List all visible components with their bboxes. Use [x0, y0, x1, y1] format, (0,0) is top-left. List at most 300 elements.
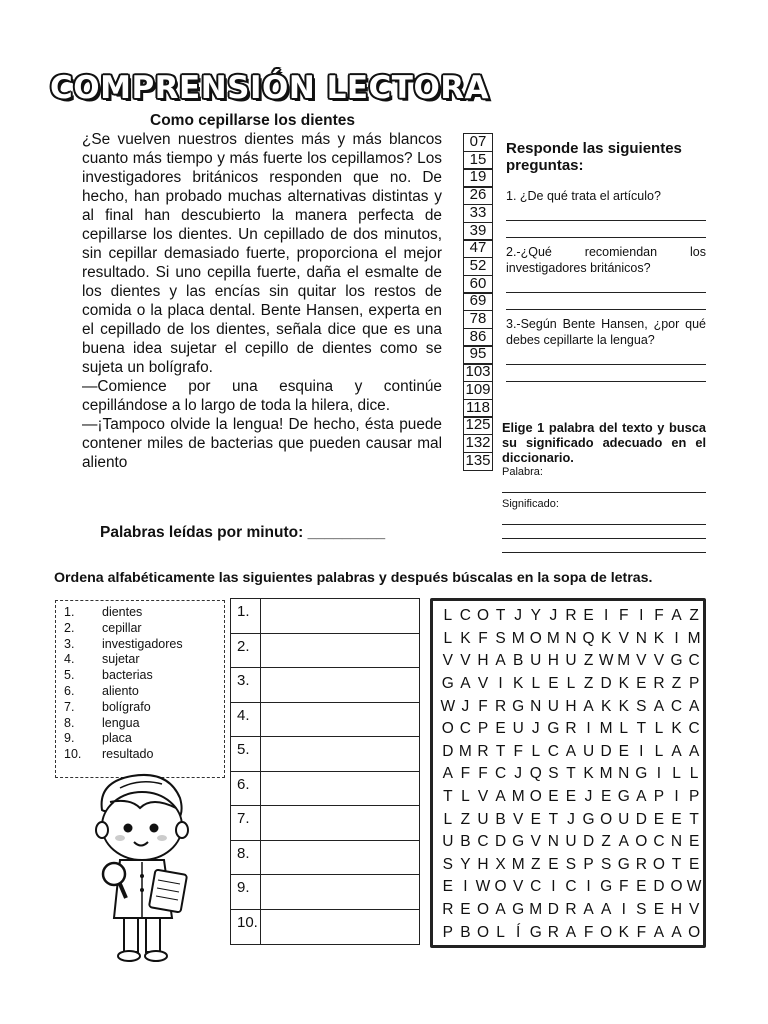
word-search-letter[interactable]: O: [600, 923, 613, 941]
word-search-letter[interactable]: D: [600, 675, 612, 693]
word-search-letter[interactable]: P: [583, 855, 594, 873]
word-search-letter[interactable]: L: [654, 720, 664, 738]
word-search-letter[interactable]: R: [565, 607, 577, 625]
word-search-letter[interactable]: U: [477, 810, 489, 828]
word-search-letter[interactable]: D: [582, 833, 595, 851]
word-search-letter[interactable]: Z: [583, 675, 594, 693]
word-search-letter[interactable]: K: [653, 629, 665, 647]
word-search-letter[interactable]: O: [476, 607, 490, 625]
word-search-letter[interactable]: I: [463, 878, 468, 896]
answer-row: [231, 634, 419, 669]
questions-header: Responde las siguientes preguntas:: [506, 140, 682, 174]
word-search-letter[interactable]: C: [565, 878, 577, 896]
word-search-letter[interactable]: O: [476, 923, 490, 941]
word-list-item: [64, 716, 224, 732]
word-search-letter[interactable]: I: [639, 742, 644, 760]
answer-blank[interactable]: [261, 737, 419, 771]
word-search-letter[interactable]: R: [547, 923, 559, 941]
word-search-letter[interactable]: M: [511, 788, 525, 806]
word-search-letter[interactable]: M: [511, 629, 525, 647]
word-search-letter[interactable]: C: [688, 652, 700, 670]
word-search-letter[interactable]: I: [674, 788, 679, 806]
word-search-letter[interactable]: C: [477, 833, 489, 851]
word-search-letter[interactable]: L: [443, 629, 453, 647]
word-search-letter[interactable]: E: [671, 810, 682, 828]
word-search-letter[interactable]: E: [688, 833, 700, 851]
word-search-letter[interactable]: C: [688, 720, 700, 738]
word-search-letter[interactable]: P: [442, 923, 453, 941]
word-search-letter[interactable]: H: [565, 697, 577, 715]
word-search-letter[interactable]: G: [582, 810, 595, 828]
word-search-letter[interactable]: M: [687, 629, 701, 647]
word-search-letter[interactable]: W: [686, 878, 702, 896]
word-text: cepillar: [102, 620, 142, 635]
dictionary-instruction: Elige 1 palabra del texto y busca su significado adecuado en el diccionario.: [502, 420, 706, 465]
word-search-letter[interactable]: E: [548, 788, 559, 806]
word-search-letter[interactable]: Y: [530, 607, 541, 625]
word-search-letter[interactable]: L: [443, 607, 453, 625]
reading-paragraph: ¿Se vuelven nuestros dientes más y más blancos cuanto más tiempo y más fuerte los cepillamos? Los investigadores británicos responden que no. De hecho, han probado muchas alternativas distintas y al final han descubierto la manera perfecta de cepillarse los dientes. Un cepillado de dos minutos, sin cepillar demasiado fuerte, proporciona el mejor resultado. Si uno cepilla fuerte, daña el esmalte de los dientes y las encías sin quitar los restos de comida o la placa dental. Bente Hansen, experta en el cepillado de los dientes, señala dice que es una buena idea sujetar el cepillo de dientes como se sujeta un bolígrafo.: [82, 131, 442, 376]
word-search-letter[interactable]: W: [598, 652, 614, 670]
word-search-letter[interactable]: U: [530, 652, 542, 670]
word-number: 10.: [64, 747, 82, 762]
word-search-letter[interactable]: O: [476, 901, 490, 919]
word-search-letter[interactable]: J: [531, 720, 540, 738]
word-search-letter[interactable]: R: [635, 855, 647, 873]
word-search-letter[interactable]: V: [688, 901, 700, 919]
word-search-letter[interactable]: U: [618, 810, 630, 828]
answer-line[interactable]: [506, 204, 706, 221]
dictionary-task: [502, 420, 706, 553]
answer-line[interactable]: [506, 293, 706, 310]
word-number: 6.: [64, 683, 75, 698]
word-search-letter[interactable]: E: [530, 810, 541, 828]
word-search-letter[interactable]: I: [674, 629, 679, 647]
word-search-letter[interactable]: K: [600, 629, 612, 647]
word-search-letter[interactable]: O: [652, 855, 665, 873]
word-search-letter[interactable]: B: [495, 810, 506, 828]
word-search-letter[interactable]: S: [636, 697, 647, 715]
word-search-letter[interactable]: U: [442, 833, 454, 851]
questions-section: [506, 140, 706, 388]
question-1: [506, 188, 706, 238]
word-search-letter[interactable]: A: [583, 697, 594, 715]
word-search-letter[interactable]: I: [586, 720, 591, 738]
word-search-letter[interactable]: O: [670, 878, 683, 896]
answer-blank[interactable]: [261, 875, 419, 909]
word-search-letter[interactable]: U: [547, 697, 559, 715]
answer-line[interactable]: [506, 221, 706, 238]
word-count-cell: 33: [463, 204, 493, 223]
word-search-letter[interactable]: V: [530, 833, 541, 851]
word-search-letter[interactable]: X: [495, 855, 506, 873]
word-search-letter[interactable]: E: [600, 788, 612, 806]
word-count-cell: 19: [463, 168, 493, 187]
word-search-letter[interactable]: B: [460, 833, 471, 851]
answer-row: [231, 703, 419, 738]
word-search-letter[interactable]: O: [635, 833, 648, 851]
word-search-letter[interactable]: D: [635, 810, 647, 828]
word-count-cell: 07: [463, 133, 493, 152]
word-search-letter[interactable]: E: [653, 810, 665, 828]
word-search-letter[interactable]: G: [617, 855, 630, 873]
word-list-item: [64, 652, 224, 668]
word-search-letter[interactable]: G: [635, 765, 648, 783]
word-search-letter[interactable]: J: [584, 788, 593, 806]
word-search-letter[interactable]: J: [514, 765, 523, 783]
word-search-letter[interactable]: C: [459, 720, 471, 738]
word-search-letter[interactable]: O: [600, 810, 613, 828]
word-count-column: [463, 133, 493, 469]
word-search-letter[interactable]: C: [547, 742, 559, 760]
word-search-letter[interactable]: K: [600, 697, 612, 715]
word-text: resultado: [102, 747, 154, 762]
word-search-letter[interactable]: U: [582, 742, 595, 760]
word-search-letter[interactable]: E: [653, 901, 665, 919]
word-search-letter[interactable]: A: [565, 923, 577, 941]
word-search-letter[interactable]: C: [494, 765, 507, 783]
question-text: 3.-Según Bente Hansen, ¿por qué debes cepillarte la lengua?: [506, 317, 706, 347]
word-search-letter[interactable]: M: [546, 629, 560, 647]
word-search-letter[interactable]: E: [636, 675, 647, 693]
word-search-letter[interactable]: I: [639, 607, 644, 625]
child-illustration: [80, 768, 210, 968]
word-search-letter[interactable]: H: [547, 652, 559, 670]
word-search-letter[interactable]: E: [618, 742, 629, 760]
word-search-letter[interactable]: G: [600, 878, 613, 896]
word-search-letter[interactable]: N: [547, 833, 559, 851]
word-search-letter[interactable]: I: [621, 901, 626, 919]
word-search-letter[interactable]: A: [688, 742, 700, 760]
word-search-letter[interactable]: L: [496, 923, 505, 941]
word-list-item: [64, 731, 224, 747]
word-search-letter[interactable]: P: [477, 720, 489, 738]
word-search-letter[interactable]: A: [442, 765, 453, 783]
word-search-letter[interactable]: T: [636, 720, 647, 738]
word-search-letter[interactable]: F: [478, 765, 488, 783]
word-search-letter[interactable]: F: [513, 742, 523, 760]
word-count-cell: 52: [463, 257, 493, 276]
word-search-letter[interactable]: G: [441, 675, 454, 693]
word-search-letter[interactable]: F: [478, 697, 488, 715]
word-text: placa: [102, 731, 132, 746]
word-search-letter[interactable]: P: [688, 675, 700, 693]
answer-blank[interactable]: [261, 703, 419, 737]
word-search-letter[interactable]: A: [460, 675, 471, 693]
word-search-letter[interactable]: W: [475, 878, 491, 896]
word-search-letter[interactable]: A: [618, 833, 629, 851]
word-number: 3.: [64, 636, 75, 651]
word-search-letter[interactable]: C: [530, 878, 542, 896]
word-search-letter[interactable]: O: [529, 788, 542, 806]
word-search-letter[interactable]: A: [565, 742, 577, 760]
word-search-letter[interactable]: M: [599, 765, 613, 783]
word-search-letter[interactable]: A: [495, 901, 506, 919]
word-search-row: [439, 650, 703, 673]
word-search-letter[interactable]: Z: [583, 652, 594, 670]
word-search-letter[interactable]: L: [654, 742, 664, 760]
word-label: Palabra:: [502, 466, 543, 478]
word-list-item: [64, 700, 224, 716]
word-number: 9.: [64, 731, 75, 746]
word-search-letter[interactable]: M: [511, 855, 525, 873]
word-search-letter[interactable]: K: [460, 629, 471, 647]
word-search-letter[interactable]: A: [583, 901, 594, 919]
word-search-letter[interactable]: H: [477, 652, 489, 670]
word-search-letter[interactable]: V: [477, 675, 489, 693]
answer-number: 6.: [231, 772, 261, 806]
word-search-letter[interactable]: V: [618, 629, 629, 647]
word-search-letter[interactable]: A: [495, 788, 506, 806]
word-search-letter[interactable]: L: [443, 810, 453, 828]
word-count-cell: 15: [463, 151, 493, 170]
answer-blank[interactable]: [261, 599, 419, 633]
answer-line[interactable]: [506, 365, 706, 382]
question-text: 1. ¿De qué trata el artículo?: [506, 189, 661, 203]
word-search-letter[interactable]: D: [494, 833, 507, 851]
word-search-letter[interactable]: K: [618, 697, 629, 715]
word-search-letter[interactable]: L: [566, 675, 576, 693]
word-search-letter[interactable]: N: [670, 833, 683, 851]
word-search-letter[interactable]: C: [653, 833, 665, 851]
word-search-letter[interactable]: F: [478, 629, 488, 647]
word-search-letter[interactable]: J: [567, 810, 575, 828]
word-search-letter[interactable]: Q: [529, 765, 542, 783]
word-count-cell: 39: [463, 222, 493, 241]
word-search-letter[interactable]: R: [494, 697, 507, 715]
word-number: 4.: [64, 652, 75, 667]
word-search-letter[interactable]: U: [565, 652, 577, 670]
word-search-letter[interactable]: L: [672, 765, 681, 783]
word-search-letter[interactable]: D: [653, 878, 665, 896]
word-search-letter[interactable]: Q: [582, 629, 595, 647]
word-search-letter[interactable]: S: [548, 765, 559, 783]
word-search-letter[interactable]: J: [514, 607, 523, 625]
word-search-letter[interactable]: V: [636, 652, 647, 670]
word-search-letter[interactable]: D: [547, 901, 559, 919]
word-search-letter[interactable]: F: [619, 878, 629, 896]
word-search-letter[interactable]: B: [513, 652, 524, 670]
word-search-row: [439, 854, 703, 877]
word-search-letter[interactable]: F: [619, 607, 629, 625]
word-line[interactable]: [502, 479, 706, 493]
word-search-letter[interactable]: J: [461, 697, 470, 715]
word-search-letter[interactable]: T: [495, 742, 506, 760]
answer-number: 9.: [231, 875, 261, 909]
word-search-letter[interactable]: O: [494, 878, 507, 896]
word-search-letter[interactable]: T: [443, 788, 453, 806]
word-search-letter[interactable]: K: [618, 923, 629, 941]
word-search-letter[interactable]: T: [548, 810, 559, 828]
word-search-letter[interactable]: L: [461, 788, 470, 806]
word-search-letter[interactable]: H: [670, 901, 683, 919]
word-search-letter[interactable]: T: [566, 765, 576, 783]
word-count-cell: 135: [463, 452, 493, 471]
word-search-letter[interactable]: A: [671, 742, 682, 760]
word-search-letter[interactable]: B: [460, 923, 471, 941]
word-search-letter[interactable]: Z: [601, 833, 611, 851]
answer-row: [231, 599, 419, 634]
word-count-cell: 118: [463, 399, 493, 418]
word-search-letter[interactable]: E: [442, 878, 453, 896]
word-search-letter[interactable]: L: [689, 765, 699, 783]
word-search-letter[interactable]: N: [618, 765, 630, 783]
word-search-letter[interactable]: A: [636, 788, 647, 806]
word-search-letter[interactable]: M: [617, 652, 631, 670]
word-search-letter[interactable]: L: [531, 675, 541, 693]
word-search-letter[interactable]: I: [603, 607, 609, 625]
word-search-letter[interactable]: F: [654, 607, 664, 625]
meaning-line[interactable]: [502, 525, 706, 539]
word-search-letter[interactable]: N: [635, 629, 647, 647]
answer-row: [231, 875, 419, 910]
word-search-letter[interactable]: T: [689, 810, 699, 828]
word-search-letter[interactable]: V: [653, 652, 665, 670]
word-search-letter[interactable]: N: [530, 697, 542, 715]
word-search-letter[interactable]: F: [460, 765, 471, 783]
word-search-letter[interactable]: R: [653, 675, 665, 693]
word-search-letter[interactable]: D: [600, 742, 612, 760]
word-search-letter[interactable]: R: [565, 901, 577, 919]
word-search-letter[interactable]: R: [477, 742, 489, 760]
answer-line[interactable]: [506, 276, 706, 293]
word-search-letter[interactable]: S: [495, 629, 506, 647]
word-search-letter[interactable]: A: [671, 607, 682, 625]
word-search-letter[interactable]: G: [547, 720, 560, 738]
word-search-letter[interactable]: Z: [460, 810, 471, 828]
answer-number: 8.: [231, 841, 261, 875]
answer-blank[interactable]: [261, 806, 419, 840]
word-search-letter[interactable]: A: [653, 923, 665, 941]
word-search-letter[interactable]: G: [512, 697, 525, 715]
word-search-letter[interactable]: A: [653, 697, 665, 715]
word-search-letter[interactable]: F: [636, 923, 647, 941]
word-search-letter[interactable]: G: [512, 833, 525, 851]
word-search-letter[interactable]: V: [513, 878, 524, 896]
word-search-letter[interactable]: E: [583, 607, 594, 625]
word-search-letter[interactable]: M: [529, 901, 543, 919]
word-search-letter[interactable]: O: [688, 923, 701, 941]
answer-blank[interactable]: [261, 841, 419, 875]
words-per-minute: Palabras leídas por minuto: _________: [100, 524, 386, 541]
word-search-letter[interactable]: P: [688, 788, 700, 806]
word-search-letter[interactable]: Í: [516, 923, 521, 941]
word-search-letter[interactable]: Z: [531, 855, 541, 873]
word-search-row: [439, 786, 703, 809]
word-search-letter[interactable]: V: [460, 652, 471, 670]
word-search-letter[interactable]: A: [671, 923, 682, 941]
word-search-row: [439, 718, 703, 741]
word-search-letter[interactable]: K: [583, 765, 594, 783]
word-search-letter[interactable]: V: [477, 788, 489, 806]
word-search-letter[interactable]: R: [565, 720, 577, 738]
word-search-letter[interactable]: V: [442, 652, 453, 670]
page-title: COMPRENSIÓN LECTORA: [50, 70, 490, 106]
word-search-letter[interactable]: M: [458, 742, 472, 760]
word-search-letter[interactable]: W: [440, 697, 456, 715]
word-search-letter[interactable]: S: [636, 901, 647, 919]
word-search-letter[interactable]: F: [583, 923, 594, 941]
word-search-letter[interactable]: E: [460, 901, 471, 919]
word-search-letter[interactable]: E: [688, 855, 700, 873]
word-search-letter[interactable]: S: [565, 855, 577, 873]
word-count-cell: 78: [463, 310, 493, 329]
word-search-letter[interactable]: E: [565, 788, 577, 806]
word-search-letter[interactable]: T: [495, 607, 506, 625]
word-number: 1.: [64, 605, 75, 619]
word-search-letter[interactable]: K: [671, 720, 682, 738]
word-search-letter[interactable]: H: [477, 855, 489, 873]
answer-number: 10.: [231, 910, 261, 945]
word-search-letter[interactable]: D: [442, 742, 454, 760]
reading-paragraph: —¡Tampoco olvide la lengua! De hecho, ésta puede contener miles de bacterias que pueden causar mal aliento: [82, 416, 442, 471]
word-search-letter[interactable]: C: [459, 607, 471, 625]
word-search-letter[interactable]: A: [688, 697, 700, 715]
word-search-letter[interactable]: G: [512, 901, 525, 919]
word-search-letter[interactable]: E: [548, 675, 559, 693]
word-search-letter[interactable]: S: [600, 855, 612, 873]
word-search-letter[interactable]: O: [529, 629, 542, 647]
word-search-letter[interactable]: E: [548, 855, 559, 873]
answer-blank[interactable]: [261, 634, 419, 668]
word-count-cell: 95: [463, 345, 493, 364]
word-search-letter[interactable]: I: [586, 878, 591, 896]
word-search-letter[interactable]: T: [671, 855, 682, 873]
word-search-letter[interactable]: Z: [689, 607, 699, 625]
answer-row: [231, 668, 419, 703]
answer-blank[interactable]: [261, 668, 419, 702]
word-search-letter[interactable]: O: [441, 720, 454, 738]
answer-blank[interactable]: [261, 910, 419, 945]
word-text: sujetar: [102, 652, 140, 667]
word-search-letter[interactable]: A: [495, 652, 506, 670]
word-search-letter[interactable]: K: [513, 675, 524, 693]
word-search-letter[interactable]: M: [599, 720, 613, 738]
word-search-letter[interactable]: L: [619, 720, 629, 738]
word-search-letter[interactable]: J: [549, 607, 558, 625]
meaning-line[interactable]: [502, 539, 706, 553]
word-search-letter[interactable]: P: [653, 788, 665, 806]
word-search-letter[interactable]: C: [670, 697, 683, 715]
word-list-item: [64, 621, 224, 637]
word-search-letter[interactable]: U: [565, 833, 577, 851]
word-list-item: [64, 668, 224, 684]
word-search-letter[interactable]: Y: [460, 855, 471, 873]
word-search-letter[interactable]: U: [512, 720, 524, 738]
word-search-letter[interactable]: K: [618, 675, 629, 693]
answer-line[interactable]: [506, 348, 706, 365]
word-search-letter[interactable]: G: [670, 652, 683, 670]
meaning-line[interactable]: [502, 511, 706, 525]
answer-blank[interactable]: [261, 772, 419, 806]
word-search-letter[interactable]: I: [656, 765, 662, 783]
word-search-letter[interactable]: V: [513, 810, 524, 828]
word-search-letter[interactable]: L: [531, 742, 541, 760]
word-search-letter[interactable]: R: [442, 901, 454, 919]
word-search-letter[interactable]: E: [636, 878, 647, 896]
word-search-letter[interactable]: I: [551, 878, 556, 896]
word-search-letter[interactable]: N: [565, 629, 577, 647]
word-search-letter[interactable]: G: [529, 923, 542, 941]
question-2: [506, 244, 706, 310]
word-search-letter[interactable]: I: [498, 675, 503, 693]
word-search-letter[interactable]: E: [495, 720, 506, 738]
word-search-letter[interactable]: S: [442, 855, 453, 873]
word-count-cell: 109: [463, 381, 493, 400]
word-search-letter[interactable]: A: [600, 901, 612, 919]
word-search-letter[interactable]: Z: [671, 675, 682, 693]
word-search-letter[interactable]: G: [617, 788, 630, 806]
